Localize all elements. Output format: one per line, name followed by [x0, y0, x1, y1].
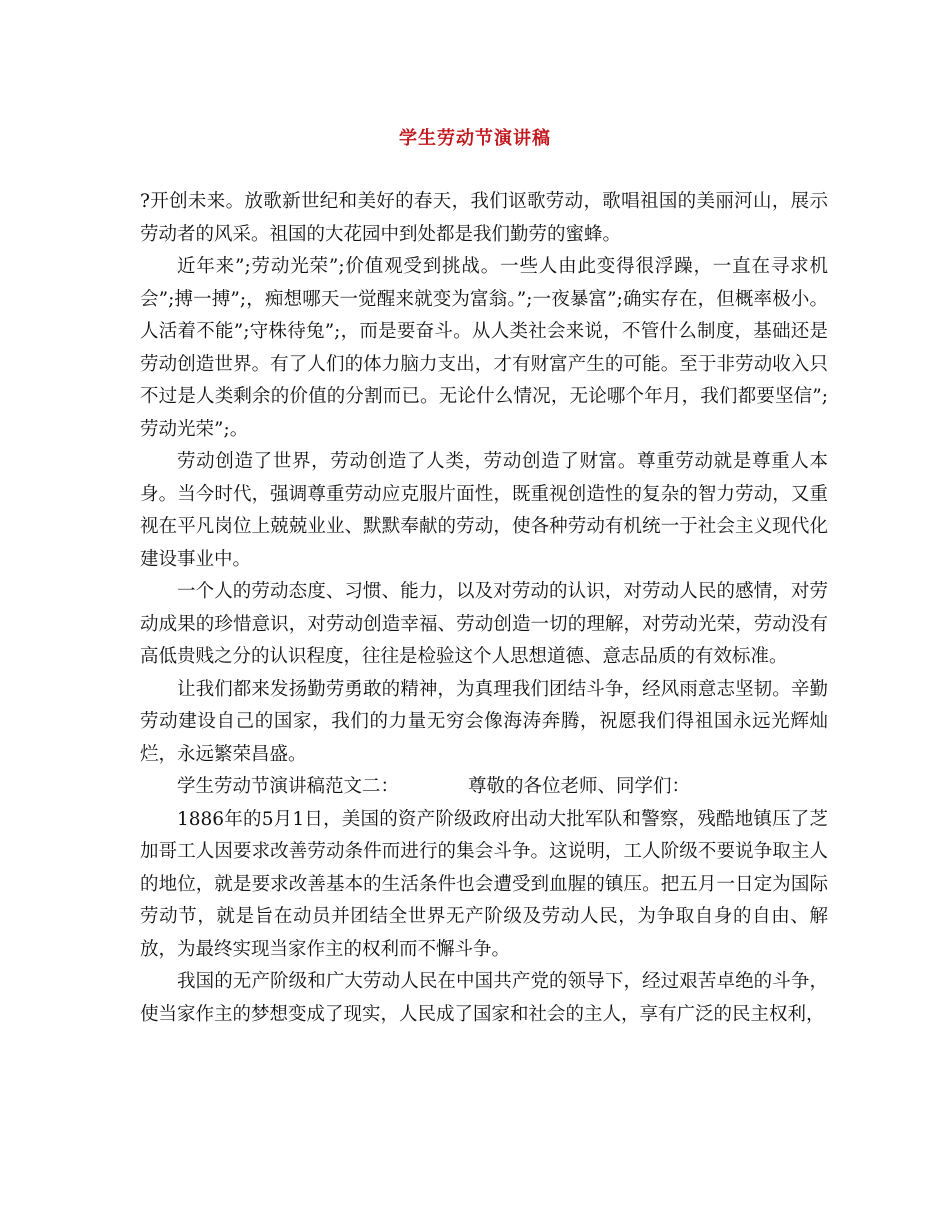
- paragraph-6: 1886年的5月1日，美国的资产阶级政府出动大批军队和警察，残酷地镇压了芝加哥工人因要求改善劳动条件而进行的集会斗争。这说明，工人阶级不要说争取主人的地位，就是要求改善基本的生活条件也会遭受到血腥的镇压。把五月一日定为国际劳动节，就是旨在动员并团结全世界无产阶级及劳动人民，为争取自身的自由、解放，为最终实现当家作主的权利而不懈斗争。: [140, 808, 828, 960]
- paragraph-5: 让我们都来发扬勤劳勇敢的精神，为真理我们团结斗争，经风雨意志坚韧。辛勤劳动建设自己的国家，我们的力量无穷会像海涛奔腾，祝愿我们得祖国永远光辉灿烂，永远繁荣昌盛。: [140, 678, 828, 765]
- paragraph-1: ?开创未来。放歌新世纪和美好的春天，我们讴歌劳动，歌唱祖国的美丽河山，展示劳动者的风采。祖国的大花园中到处都是我们勤劳的蜜蜂。: [140, 191, 828, 245]
- paragraph-4: 一个人的劳动态度、习惯、能力，以及对劳动的认识，对劳动人民的感情，对劳动成果的珍惜意识，对劳动创造幸福、劳动创造一切的理解，对劳动光荣，劳动没有高低贵贱之分的认识程度，往往是检验这个人思想道德、意志品质的有效标准。: [140, 581, 828, 667]
- paragraph-7: 我国的无产阶级和广大劳动人民在中国共产党的领导下，经过艰苦卓绝的斗争，使当家作主的梦想变成了现实，人民成了国家和社会的主人，享有广泛的民主权利，: [140, 971, 828, 1025]
- sample-heading: 学生劳动节演讲稿范文二：: [177, 776, 400, 797]
- salutation: 尊敬的各位老师、同学们：: [468, 776, 691, 797]
- paragraph-2: 近年来”;劳动光荣”;价值观受到挑战。一些人由此变得很浮躁，一直在寻求机会”;搏一搏”;，痴想哪天一觉醒来就变为富翁。”;一夜暴富”;确实存在，但概率极小。人活着不能”;守株待兔”;，而是要奋斗。从人类社会来说，不管什么制度，基础还是劳动创造世界。有了人们的体力脑力支出，才有财富产生的可能。至于非劳动收入只不过是人类剩余的价值的分割而已。无论什么情况，无论哪个年月，我们都要坚信”;劳动光荣”;。: [140, 256, 828, 440]
- document-title: 学生劳动节演讲稿: [399, 128, 551, 149]
- document-body: [140, 186, 828, 1031]
- sample-heading-line: [140, 771, 828, 804]
- paragraph-3: 劳动创造了世界，劳动创造了人类，劳动创造了财富。尊重劳动就是尊重人本身。当今时代，强调尊重劳动应克服片面性，既重视创造性的复杂的智力劳动，又重视在平凡岗位上兢兢业业、默默奉献的劳动，使各种劳动有机统一于社会主义现代化建设事业中。: [140, 451, 828, 570]
